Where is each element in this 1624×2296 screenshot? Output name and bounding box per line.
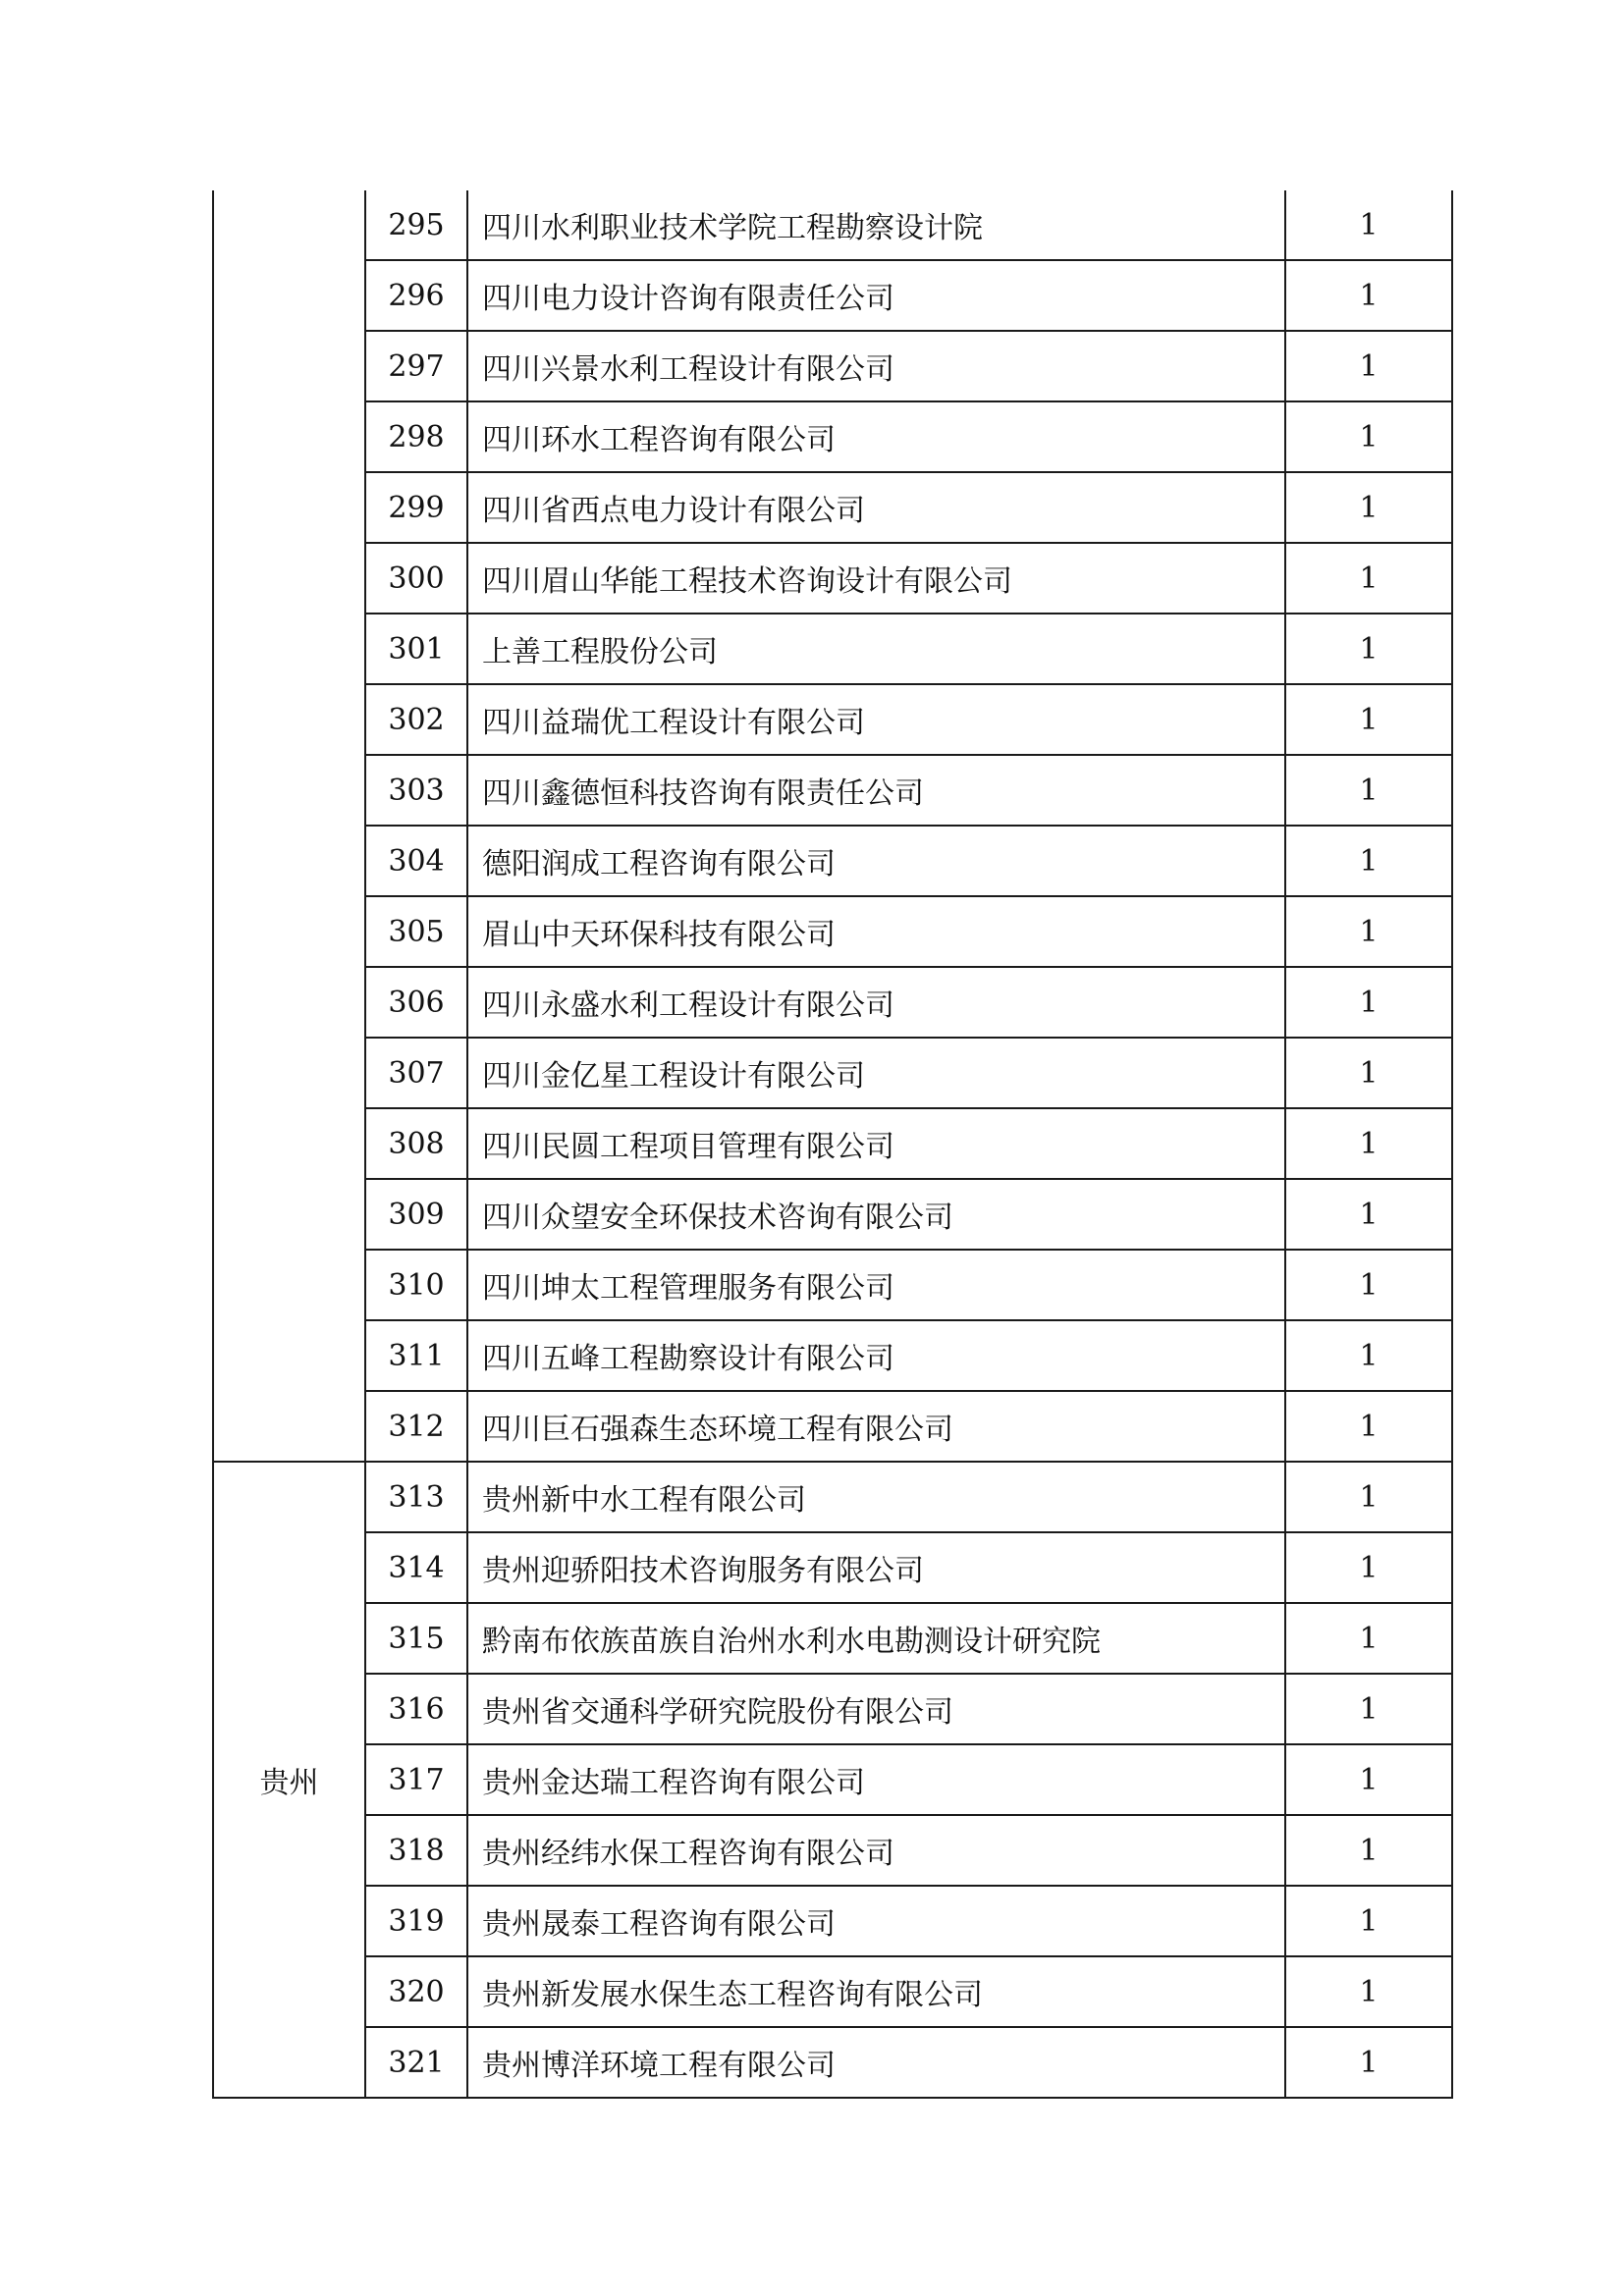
count-cell: 1: [1285, 967, 1452, 1038]
table-row: [213, 260, 1452, 331]
row-number-cell: 314: [365, 1532, 467, 1603]
row-number-cell: 305: [365, 896, 467, 967]
count-cell: 1: [1285, 1108, 1452, 1179]
company-name-cell: 贵州博洋环境工程有限公司: [467, 2027, 1285, 2098]
row-number-cell: 308: [365, 1108, 467, 1179]
count-cell: 1: [1285, 1603, 1452, 1674]
row-number-cell: 309: [365, 1179, 467, 1250]
table-row: [213, 1956, 1452, 2027]
company-list-table: [212, 190, 1453, 2099]
row-number-cell: 320: [365, 1956, 467, 2027]
count-cell: 1: [1285, 1179, 1452, 1250]
company-name-cell: 四川永盛水利工程设计有限公司: [467, 967, 1285, 1038]
row-number-cell: 321: [365, 2027, 467, 2098]
count-cell: 1: [1285, 190, 1452, 260]
row-number-cell: 301: [365, 614, 467, 684]
count-cell: 1: [1285, 755, 1452, 826]
row-number-cell: 303: [365, 755, 467, 826]
table-row: [213, 1603, 1452, 1674]
table-row: [213, 401, 1452, 472]
company-name-cell: 贵州经纬水保工程咨询有限公司: [467, 1815, 1285, 1886]
row-number-cell: 297: [365, 331, 467, 401]
company-name-cell: 四川水利职业技术学院工程勘察设计院: [467, 190, 1285, 260]
row-number-cell: 296: [365, 260, 467, 331]
table-row: [213, 1462, 1452, 1532]
row-number-cell: 299: [365, 472, 467, 543]
table-row: [213, 896, 1452, 967]
company-name-cell: 四川省西点电力设计有限公司: [467, 472, 1285, 543]
company-name-cell: 眉山中天环保科技有限公司: [467, 896, 1285, 967]
count-cell: 1: [1285, 1320, 1452, 1391]
table-row: [213, 1250, 1452, 1320]
company-name-cell: 四川众望安全环保技术咨询有限公司: [467, 1179, 1285, 1250]
row-number-cell: 315: [365, 1603, 467, 1674]
row-number-cell: 295: [365, 190, 467, 260]
count-cell: 1: [1285, 1886, 1452, 1956]
table-row: [213, 684, 1452, 755]
province-cell: [213, 190, 365, 1462]
row-number-cell: 318: [365, 1815, 467, 1886]
row-number-cell: 304: [365, 826, 467, 896]
company-name-cell: 上善工程股份公司: [467, 614, 1285, 684]
company-name-cell: 四川巨石强森生态环境工程有限公司: [467, 1391, 1285, 1462]
count-cell: 1: [1285, 614, 1452, 684]
table-row: [213, 1320, 1452, 1391]
table-row: [213, 190, 1452, 260]
row-number-cell: 306: [365, 967, 467, 1038]
table-row: [213, 331, 1452, 401]
row-number-cell: 307: [365, 1038, 467, 1108]
company-name-cell: 四川电力设计咨询有限责任公司: [467, 260, 1285, 331]
company-name-cell: 贵州新发展水保生态工程咨询有限公司: [467, 1956, 1285, 2027]
table-row: [213, 1532, 1452, 1603]
table-row: [213, 755, 1452, 826]
row-number-cell: 300: [365, 543, 467, 614]
company-name-cell: 贵州省交通科学研究院股份有限公司: [467, 1674, 1285, 1744]
table-row: [213, 1038, 1452, 1108]
company-name-cell: 四川坤太工程管理服务有限公司: [467, 1250, 1285, 1320]
count-cell: 1: [1285, 401, 1452, 472]
count-cell: 1: [1285, 1815, 1452, 1886]
table-row: [213, 1391, 1452, 1462]
table-row: [213, 2027, 1452, 2098]
row-number-cell: 310: [365, 1250, 467, 1320]
count-cell: 1: [1285, 1250, 1452, 1320]
table-row: [213, 967, 1452, 1038]
company-name-cell: 黔南布依族苗族自治州水利水电勘测设计研究院: [467, 1603, 1285, 1674]
row-number-cell: 317: [365, 1744, 467, 1815]
count-cell: 1: [1285, 472, 1452, 543]
row-number-cell: 313: [365, 1462, 467, 1532]
company-name-cell: 德阳润成工程咨询有限公司: [467, 826, 1285, 896]
count-cell: 1: [1285, 1038, 1452, 1108]
company-name-cell: 四川兴景水利工程设计有限公司: [467, 331, 1285, 401]
company-name-cell: 贵州金达瑞工程咨询有限公司: [467, 1744, 1285, 1815]
row-number-cell: 312: [365, 1391, 467, 1462]
count-cell: 1: [1285, 896, 1452, 967]
company-name-cell: 贵州晟泰工程咨询有限公司: [467, 1886, 1285, 1956]
table-row: [213, 826, 1452, 896]
table-row: [213, 1179, 1452, 1250]
count-cell: 1: [1285, 2027, 1452, 2098]
count-cell: 1: [1285, 1744, 1452, 1815]
table-row: [213, 543, 1452, 614]
row-number-cell: 316: [365, 1674, 467, 1744]
count-cell: 1: [1285, 1956, 1452, 2027]
province-cell: 贵州: [213, 1462, 365, 2098]
count-cell: 1: [1285, 1674, 1452, 1744]
company-name-cell: 四川益瑞优工程设计有限公司: [467, 684, 1285, 755]
company-name-cell: 四川五峰工程勘察设计有限公司: [467, 1320, 1285, 1391]
table-row: [213, 1674, 1452, 1744]
count-cell: 1: [1285, 1462, 1452, 1532]
table-row: [213, 1886, 1452, 1956]
company-name-cell: 贵州新中水工程有限公司: [467, 1462, 1285, 1532]
company-name-cell: 四川鑫德恒科技咨询有限责任公司: [467, 755, 1285, 826]
count-cell: 1: [1285, 1391, 1452, 1462]
table-row: [213, 472, 1452, 543]
row-number-cell: 302: [365, 684, 467, 755]
company-name-cell: 四川民圆工程项目管理有限公司: [467, 1108, 1285, 1179]
table-row: [213, 1815, 1452, 1886]
count-cell: 1: [1285, 826, 1452, 896]
company-name-cell: 四川环水工程咨询有限公司: [467, 401, 1285, 472]
count-cell: 1: [1285, 684, 1452, 755]
count-cell: 1: [1285, 543, 1452, 614]
row-number-cell: 311: [365, 1320, 467, 1391]
table-body: [213, 190, 1452, 2098]
count-cell: 1: [1285, 260, 1452, 331]
table-row: [213, 1744, 1452, 1815]
row-number-cell: 319: [365, 1886, 467, 1956]
company-name-cell: 四川眉山华能工程技术咨询设计有限公司: [467, 543, 1285, 614]
row-number-cell: 298: [365, 401, 467, 472]
company-name-cell: 四川金亿星工程设计有限公司: [467, 1038, 1285, 1108]
count-cell: 1: [1285, 331, 1452, 401]
company-name-cell: 贵州迎骄阳技术咨询服务有限公司: [467, 1532, 1285, 1603]
table-row: [213, 614, 1452, 684]
table-row: [213, 1108, 1452, 1179]
count-cell: 1: [1285, 1532, 1452, 1603]
